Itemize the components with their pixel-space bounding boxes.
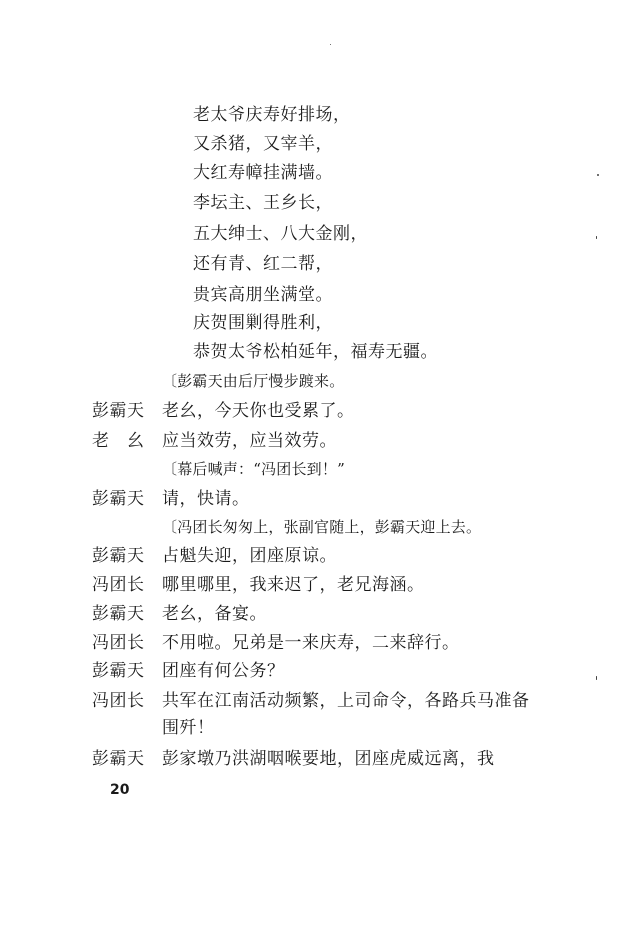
stage-direction: 〔幕后喊声：“冯团长到！” bbox=[162, 460, 345, 478]
speaker-name: 冯团长 bbox=[92, 691, 145, 711]
verse-line-2: 又杀猪，又宰羊， bbox=[193, 134, 333, 154]
verse-line-4: 李坛主、王乡长， bbox=[193, 193, 333, 213]
stage-direction: 〔彭霸天由后厅慢步踱来。 bbox=[162, 372, 345, 390]
speaker-name: 彭霸天 bbox=[92, 661, 145, 681]
scan-speck bbox=[597, 174, 599, 176]
scan-speck bbox=[596, 236, 597, 239]
speaker-name: 彭霸天 bbox=[92, 604, 145, 624]
dialogue-line: 彭家墩乃洪湖咽喉要地，团座虎威远离，我 bbox=[162, 749, 495, 769]
verse-line-6: 还有青、红二帮， bbox=[193, 254, 333, 274]
dialogue-line: 应当效劳，应当效劳。 bbox=[162, 431, 337, 451]
verse-line-8: 庆贺围剿得胜利， bbox=[193, 313, 333, 333]
speaker-name: 彭霸天 bbox=[92, 401, 145, 421]
dialogue-line: 老幺，备宴。 bbox=[162, 604, 267, 624]
speaker-name: 彭霸天 bbox=[92, 489, 145, 509]
speaker-name: 冯团长 bbox=[92, 575, 145, 595]
dialogue-continuation: 围歼！ bbox=[162, 718, 215, 738]
verse-line-1: 老太爷庆寿好排场， bbox=[193, 105, 351, 125]
dialogue-line: 哪里哪里，我来迟了，老兄海涵。 bbox=[162, 575, 425, 595]
page-number: 20 bbox=[110, 782, 130, 798]
dialogue-line: 老幺，今天你也受累了。 bbox=[162, 401, 355, 421]
speaker-name: 老 幺 bbox=[92, 431, 145, 451]
verse-line-9: 恭贺太爷松柏延年，福寿无疆。 bbox=[193, 342, 438, 362]
speaker-name: 彭霸天 bbox=[92, 546, 145, 566]
dialogue-line: 不用啦。兄弟是一来庆寿，二来辞行。 bbox=[162, 633, 460, 653]
dialogue-line: 共军在江南活动频繁，上司命令，各路兵马准备 bbox=[162, 691, 530, 711]
stage-direction: 〔冯团长匆匆上，张副官随上，彭霸天迎上去。 bbox=[162, 518, 482, 536]
scan-speck bbox=[330, 44, 331, 45]
dialogue-line: 团座有何公务？ bbox=[162, 661, 285, 681]
dialogue-line: 请，快请。 bbox=[162, 489, 250, 509]
speaker-name: 彭霸天 bbox=[92, 749, 145, 769]
verse-line-5: 五大绅士、八大金刚， bbox=[193, 224, 368, 244]
speaker-name: 冯团长 bbox=[92, 633, 145, 653]
scan-speck bbox=[596, 676, 597, 680]
verse-line-7: 贵宾高朋坐满堂。 bbox=[193, 285, 333, 305]
verse-line-3: 大红寿幛挂满墙。 bbox=[193, 163, 333, 183]
dialogue-line: 占魁失迎，团座原谅。 bbox=[162, 546, 337, 566]
